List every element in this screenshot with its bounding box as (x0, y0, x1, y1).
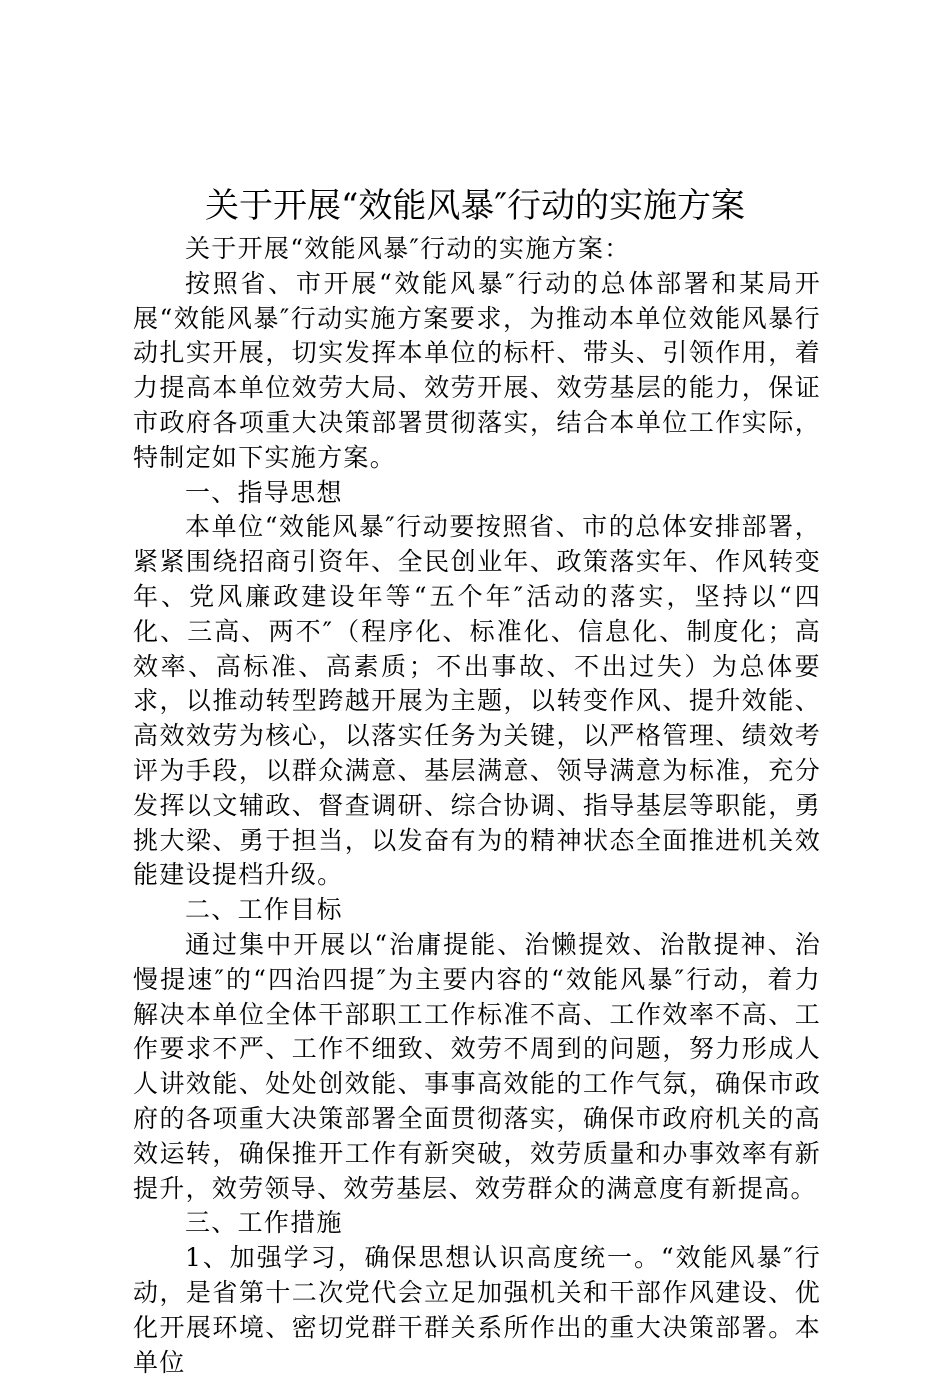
heading-work-measures: 三、工作措施 (185, 1208, 343, 1238)
document-title: 关于开展“效能风暴″行动的实施方案 (204, 186, 746, 226)
paragraph-intro: 关于开展“效能风暴″行动的实施方案： (185, 234, 631, 263)
document-body (133, 232, 821, 1380)
paragraph-work-goals: 通过集中开展以“治庸提能、治懒提效、治散提神、治慢提速″的“四治四提″为主要内容的“效能风暴″行动，着力解决本单位全体干部职工工作标准不高、工作效率不高、工作要求不严、工作不细致、效劳不周到的问题，努力形成人人讲效能、处处创效能、事事高效能的工作气氛，确保市政府的各项重大决策部署全面贯彻落实，确保市政府机关的高效运转，确保推开工作有新突破，效劳质量和办事效率有新提升，效劳领导、效劳基层、效劳群众的满意度有新提高。 (133, 929, 821, 1203)
paragraph-measure-1: 1、加强学习，确保思想认识高度统一。“效能风暴″行动，是省第十二次党代会立足加强机关和干部作风建设、优化开展环境、密切党群干群关系所作出的重大决策部署。本单位 (133, 1243, 821, 1377)
heading-work-goals: 二、工作目标 (185, 895, 343, 925)
heading-guiding-ideology: 一、指导思想 (185, 477, 343, 507)
paragraph-guiding-ideology: 本单位“效能风暴″行动要按照省、市的总体安排部署，紧紧围绕招商引资年、全民创业年、政策落实年、作风转变年、党风廉政建设年等“五个年″活动的落实，坚持以“四化、三高、两不″（程序化、标准化、信息化、制度化；高效率、高标准、高素质；不出事故、不出过失）为总体要求，以推动转型跨越开展为主题，以转变作风、提升效能、高效效劳为核心，以落实任务为关键，以严格管理、绩效考评为手段，以群众满意、基层满意、领导满意为标准，充分发挥以文辅政、督查调研、综合协调、指导基层等职能，勇挑大梁、勇于担当，以发奋有为的精神状态全面推进机关效能建设提档升级。 (133, 512, 821, 890)
paragraph-background: 按照省、市开展“效能风暴″行动的总体部署和某局开展“效能风暴″行动实施方案要求，为推动本单位效能风暴行动扎实开展，切实发挥本单位的标杆、带头、引领作用，着力提高本单位效劳大局、效劳开展、效劳基层的能力，保证市政府各项重大决策部署贯彻落实，结合本单位工作实际，特制定如下实施方案。 (133, 268, 821, 472)
